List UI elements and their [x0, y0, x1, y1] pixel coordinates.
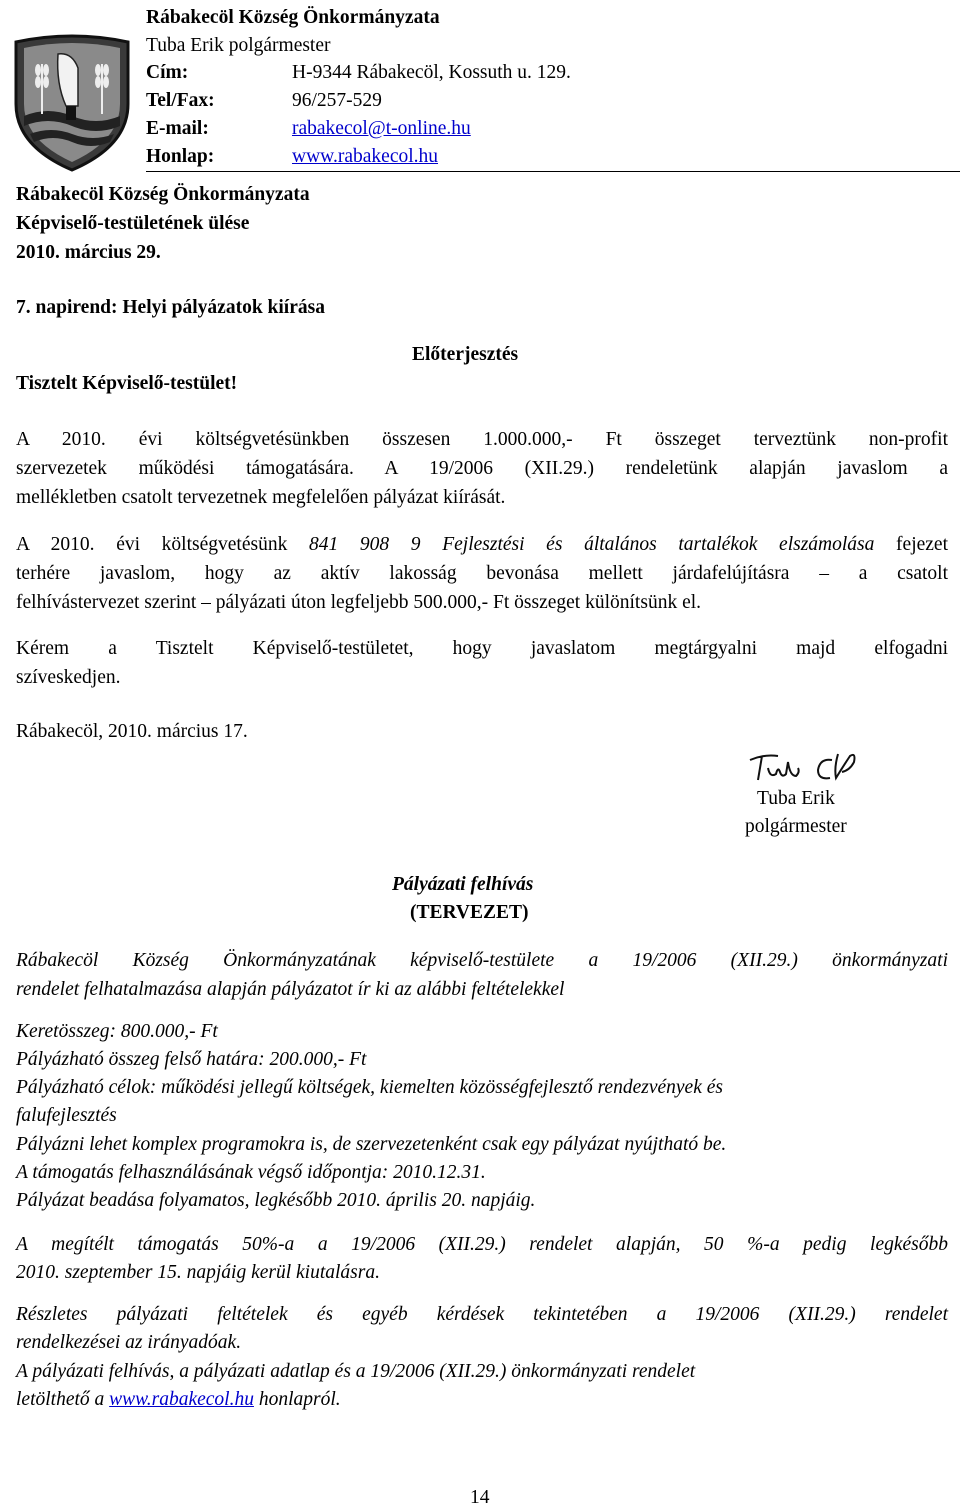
- phone-label: Tel/Fax:: [146, 90, 215, 111]
- para3-line-1: Kérem a Tisztelt Képviselő-testületet, hogy javaslatom megtárgyalni majd elfogadni: [16, 638, 948, 659]
- condition-programs: Pályázni lehet komplex programokra is, de szervezetenként csak egy pályázat nyújtható be.: [16, 1134, 727, 1155]
- phone-value: 96/257-529: [292, 90, 382, 111]
- para1-line-3: mellékletben csatolt tervezetnek megfelelően pályázat kiírását.: [16, 487, 506, 508]
- download-line: [16, 1388, 341, 1412]
- details-line-2: rendelkezései az irányadóak.: [16, 1332, 242, 1353]
- handwritten-signature: [746, 748, 870, 786]
- call-intro-line-2: rendelet felhatalmazása alapján pályázatot ír ki az alábbi feltételekkel: [16, 979, 565, 1000]
- para2-post: fejezet: [874, 534, 948, 555]
- web-label: Honlap:: [146, 146, 215, 167]
- doc-type: Előterjesztés: [412, 344, 519, 365]
- header-email-row: [0, 118, 960, 142]
- para3-line-2: szíveskedjen.: [16, 667, 121, 688]
- agenda-title: 7. napirend: Helyi pályázatok kiírása: [16, 297, 325, 318]
- para2-pre: A 2010. évi költségvetésünk: [16, 534, 309, 555]
- download-post: honlapról.: [253, 1389, 341, 1410]
- download-link[interactable]: www.rabakecol.hu: [109, 1389, 254, 1410]
- date-place: Rábakecöl, 2010. március 17.: [16, 721, 248, 742]
- email-link[interactable]: rabakecol@t-online.hu: [292, 118, 471, 139]
- signature-name: Tuba Erik: [757, 788, 835, 809]
- condition-max-amount: Pályázható összeg felső határa: 200.000,- Ft: [16, 1049, 367, 1070]
- condition-submission: Pályázat beadása folyamatos, legkésőbb 2010. április 20. napjáig.: [16, 1190, 536, 1211]
- header-divider: [146, 171, 960, 172]
- header-address-row: [0, 62, 960, 86]
- page-number: 14: [470, 1487, 490, 1508]
- download-pre: letölthető a: [16, 1389, 110, 1410]
- salutation: Tisztelt Képviselő-testület!: [16, 373, 238, 394]
- para2-line-1: [16, 533, 948, 557]
- condition-goals: Pályázható célok: működési jellegű költségek, kiemelten közösségfejlesztő rendezvények és: [16, 1077, 723, 1098]
- header-org: Rábakecöl Község Önkormányzata: [146, 7, 440, 28]
- header-web-row: [0, 146, 960, 170]
- condition-deadline-use: A támogatás felhasználásának végső időpontja: 2010.12.31.: [16, 1162, 486, 1183]
- para2-line-2: terhére javaslom, hogy az aktív lakosság bevonása mellett járdafelújításra – a csatolt: [16, 563, 948, 584]
- details-line-3: A pályázati felhívás, a pályázati adatlap és a 19/2006 (XII.29.) önkormányzati rendelet: [16, 1361, 696, 1382]
- header-mayor: Tuba Erik polgármester: [146, 35, 331, 56]
- header-phone-row: [0, 90, 960, 114]
- call-title: Pályázati felhívás: [392, 874, 534, 895]
- signature-title: polgármester: [745, 816, 847, 837]
- condition-budget: Keretösszeg: 800.000,- Ft: [16, 1021, 218, 1042]
- web-link[interactable]: www.rabakecol.hu: [292, 146, 439, 167]
- para1-line-1: A 2010. évi költségvetésünkben összesen 1.000.000,- Ft összeget terveztünk non-profit: [16, 429, 948, 450]
- details-line-1: Részletes pályázati feltételek és egyéb kérdések tekintetében a 19/2006 (XII.29.) rendelet: [16, 1304, 948, 1325]
- payment-line-1: A megítélt támogatás 50%-a a 19/2006 (XII.29.) rendelet alapján, 50 %-a pedig legkésőbb: [16, 1234, 948, 1255]
- condition-goals-cont: falufejlesztés: [16, 1105, 117, 1126]
- meeting-date: 2010. március 29.: [16, 242, 161, 263]
- para1-line-2: szervezetek működési támogatására. A 19/2006 (XII.29.) rendeletünk alapján javaslom a: [16, 458, 948, 479]
- payment-line-2: 2010. szeptember 15. napjáig kerül kiutalásra.: [16, 1262, 380, 1283]
- email-label: E-mail:: [146, 118, 209, 139]
- para2-line-3: felhívástervezet szerint – pályázati úton legfeljebb 500.000,- Ft összeget különítsünk el.: [16, 592, 702, 613]
- call-subtitle: (TERVEZET): [410, 902, 529, 923]
- address-label: Cím:: [146, 62, 189, 83]
- meeting-line-1: Rábakecöl Község Önkormányzata: [16, 184, 310, 205]
- para2-budget-item: 841 908 9 Fejlesztési és általános tartalékok elszámolása: [308, 534, 875, 555]
- call-intro-line-1: Rábakecöl Község Önkormányzatának képviselő-testülete a 19/2006 (XII.29.) önkormányzati: [16, 950, 948, 971]
- meeting-line-2: Képviselő-testületének ülése: [16, 213, 250, 234]
- address-value: H-9344 Rábakecöl, Kossuth u. 129.: [292, 62, 571, 83]
